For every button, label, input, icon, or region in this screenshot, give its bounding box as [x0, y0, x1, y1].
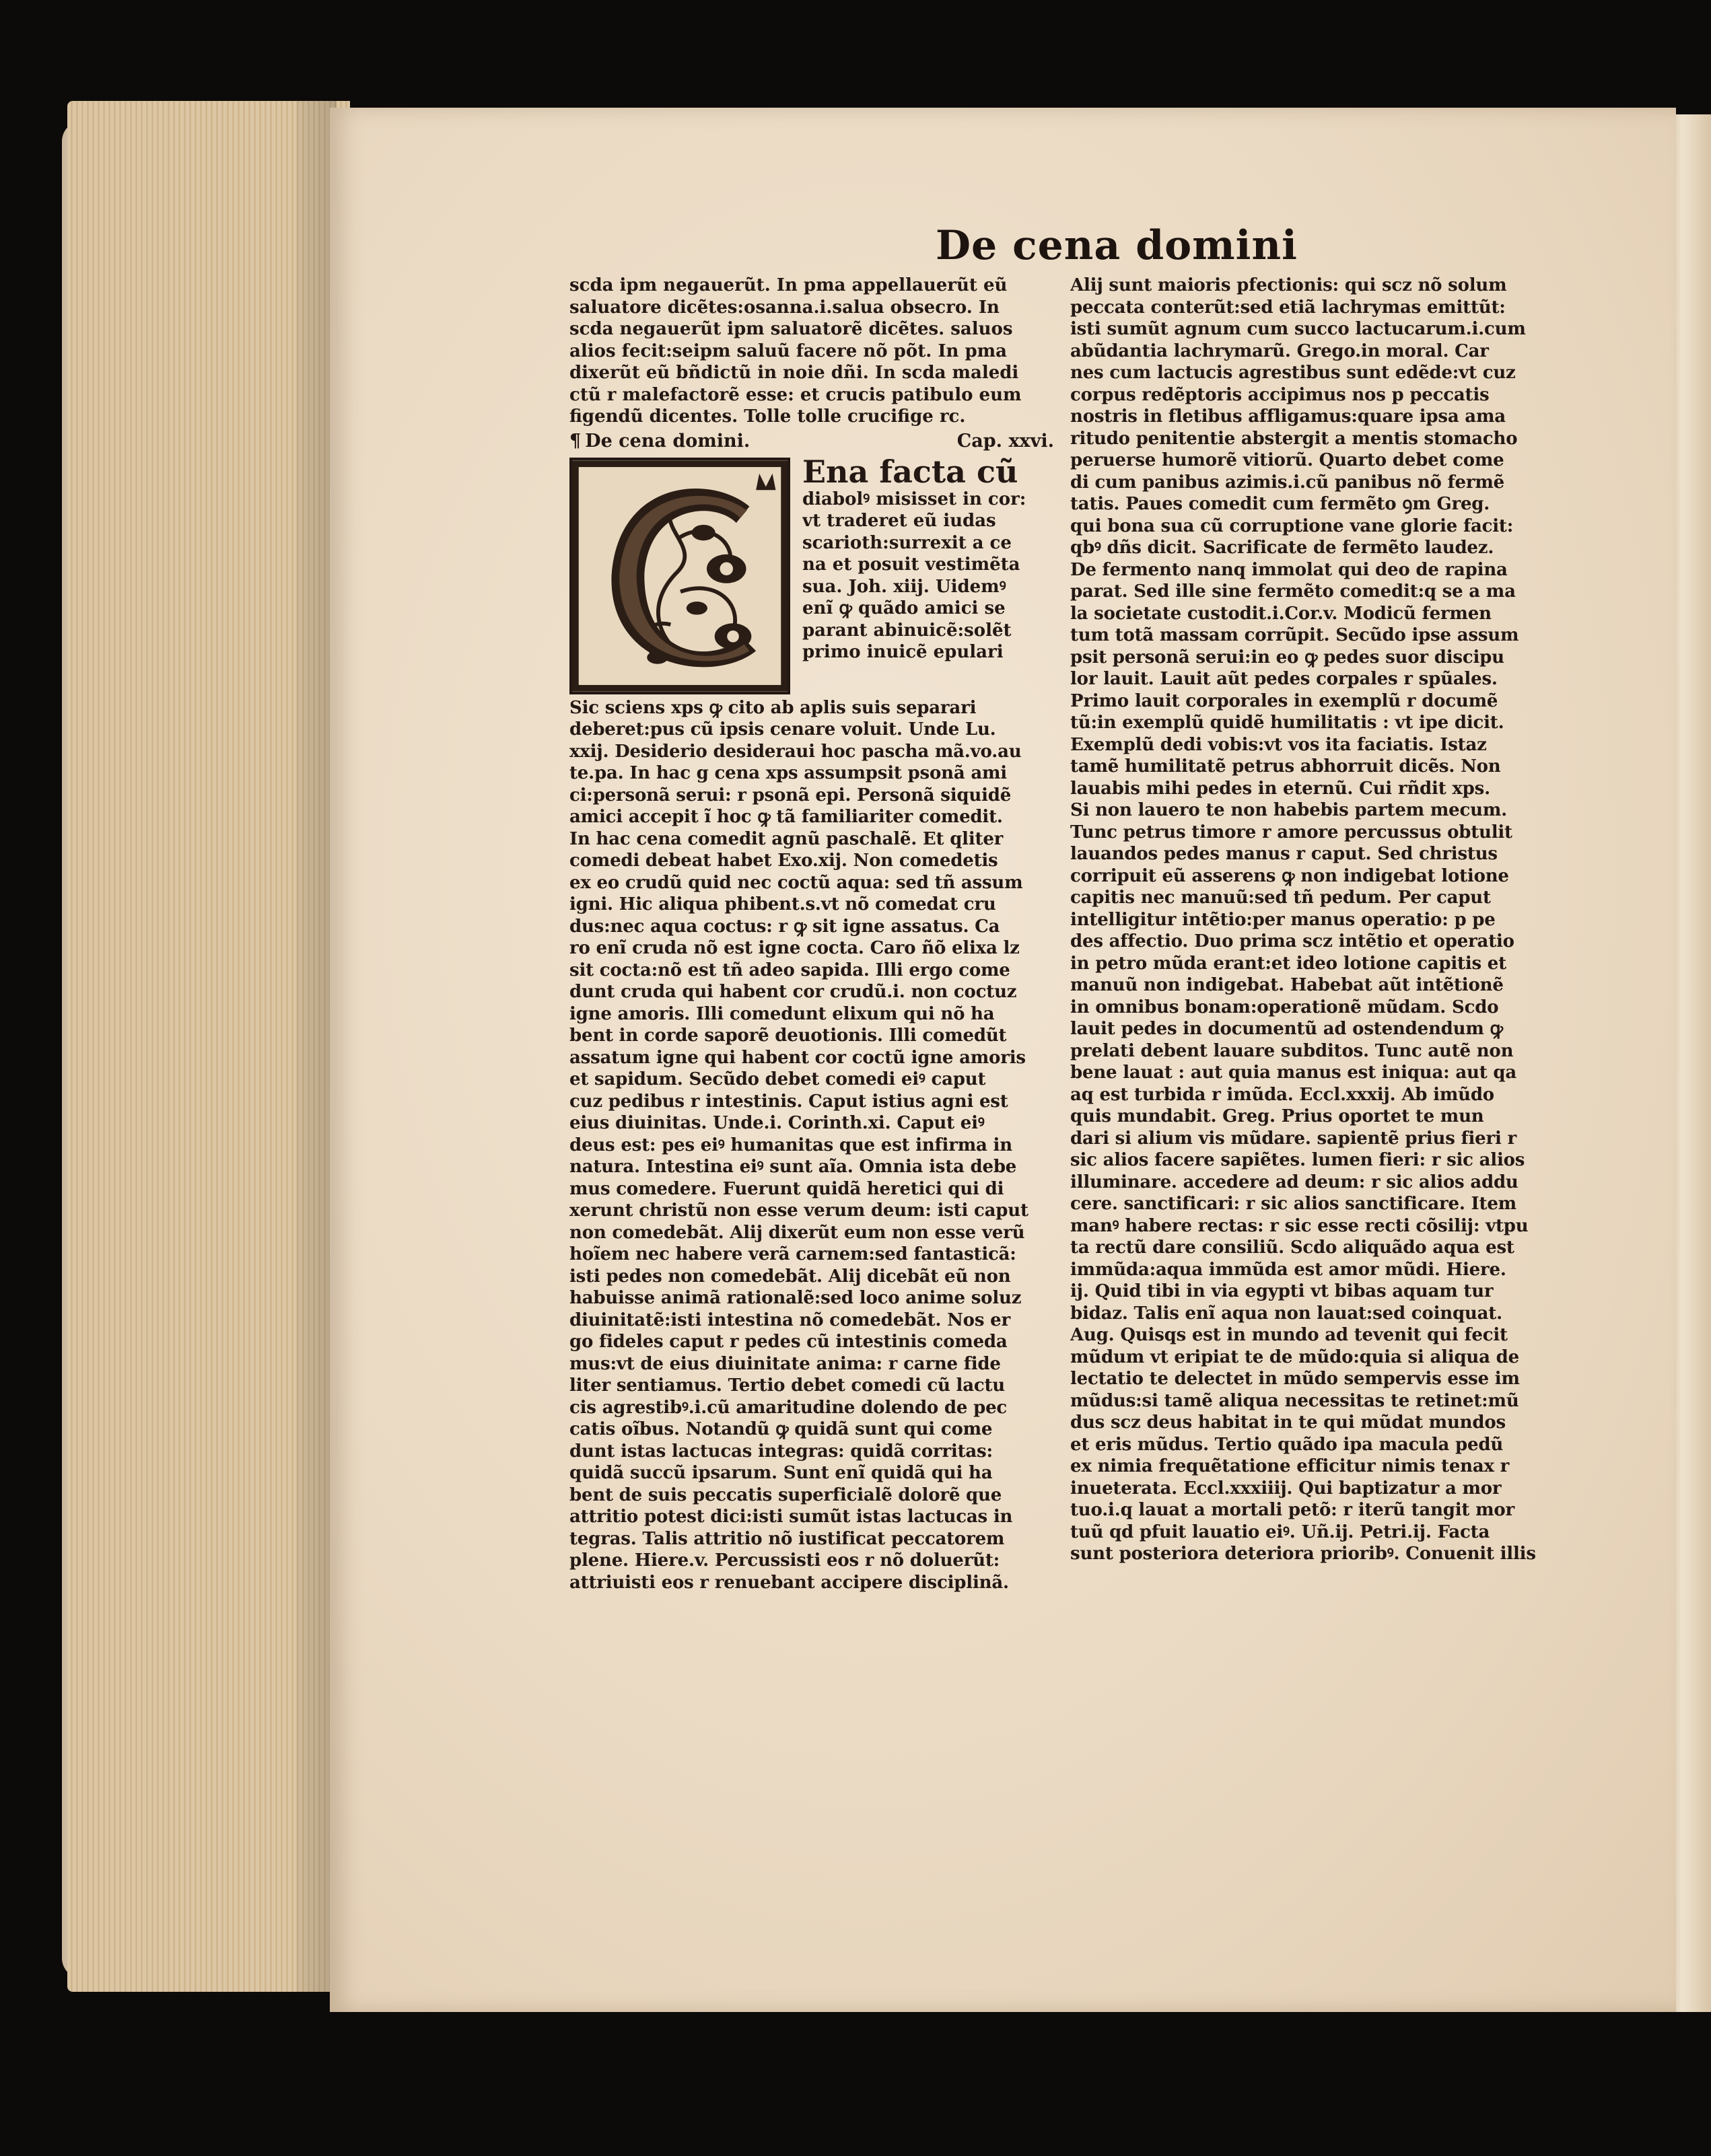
- text-line: ex eo crudũ quid nec coctũ aqua: sed tñ assum: [569, 872, 1023, 893]
- text-line: tamẽ humilitatẽ petrus abhorruit dicẽs. Non: [1070, 756, 1501, 777]
- text-line: diabolꝰ misisset in cor:: [802, 489, 1026, 509]
- text-line: dixerũt eũ bñdictũ in noie dñi. In scda maledi: [569, 363, 1019, 383]
- text-line: eius diuinitas. Unde.i. Corinth.xi. Caput eiꝰ: [569, 1113, 985, 1133]
- chapter-heading: [569, 428, 1054, 455]
- text-line: isti pedes non comedebãt. Alij dicebãt eũ non: [569, 1266, 1011, 1287]
- text-line: manꝰ habere rectas: r sic esse recti cõsilij: vtpu: [1070, 1215, 1529, 1236]
- text-line: lauit pedes in documentũ ad ostendendum ꝙ: [1070, 1019, 1503, 1039]
- running-head: De cena domini: [936, 222, 1298, 269]
- text-line: deberet:pus cũ ipsis cenare voluit. Unde Lu.: [569, 719, 996, 740]
- text-line: xxij. Desiderio desideraui hoc pascha mã.vo.au: [569, 741, 1022, 762]
- text-line: sit cocta:nõ est tñ adeo sapida. Illi ergo come: [569, 960, 1010, 980]
- text-line: habuisse animã rationalẽ:sed loco anime soluz: [569, 1288, 1022, 1308]
- text-line: Sic sciens xps ꝙ cito ab aplis suis separari: [569, 697, 977, 718]
- initial-block: [569, 455, 1054, 697]
- text-line: na et posuit vestimẽta: [802, 554, 1020, 575]
- text-line: ci:personã serui: r psonã epi. Personã siquidẽ: [569, 785, 1012, 805]
- text-line: parant abinuicẽ:solẽt: [802, 620, 1012, 641]
- pilcrow-icon: ¶: [569, 430, 582, 452]
- text-line: assatum igne qui habent cor coctũ igne amoris: [569, 1047, 1026, 1068]
- text-line: lauabis mihi pedes in eternũ. Cui rñdit xps.: [1070, 778, 1490, 799]
- text-line: tegras. Talis attritio nõ iustificat peccatorem: [569, 1528, 1005, 1549]
- text-line: isti sumũt agnum cum succo lactucarum.i.cum: [1070, 319, 1526, 339]
- text-line: peccata conterũt:sed etiã lachrymas emittũt:: [1070, 297, 1506, 318]
- text-line: natura. Intestina eiꝰ sunt aĩa. Omnia ista debe: [569, 1157, 1017, 1177]
- text-line: De fermento nanq immolat qui deo de rapina: [1070, 559, 1508, 580]
- text-line: cis agrestibꝰ.i.cũ amaritudine dolendo de pec: [569, 1397, 1008, 1418]
- right-column: [1070, 275, 1562, 1565]
- text-line: Aug. Quisqs est in mundo ad tevenit qui fecit: [1070, 1325, 1508, 1345]
- text-line: scda negauerũt ipm saluatorẽ dicẽtes. saluos: [569, 319, 1013, 339]
- text-line: diuinitatẽ:isti intestina nõ comedebãt. Nos er: [569, 1309, 1010, 1330]
- text-line: dari si alium vis mũdare. sapientẽ prius fieri r: [1070, 1128, 1517, 1149]
- text-line: ritudo penitentie abstergit a mentis stomacho: [1070, 428, 1518, 449]
- text-line: Primo lauit corporales in exemplũ r documẽ: [1070, 690, 1498, 711]
- text-line: go fideles caput r pedes cũ intestinis comeda: [569, 1332, 1008, 1352]
- text-line: plene. Hiere.v. Percussisti eos r nõ doluerũt:: [569, 1550, 1000, 1571]
- text-line: Alij sunt maioris pfectionis: qui scz nõ solum: [1070, 275, 1507, 295]
- text-line: comedi debeat habet Exo.xij. Non comedetis: [569, 851, 998, 871]
- text-line: sunt posteriora deteriora prioribꝰ. Conuenit illis: [1070, 1544, 1536, 1564]
- text-line: Si non lauero te non habebis partem mecum.: [1070, 800, 1507, 820]
- text-line: ij. Quid tibi in via egypti vt bibas aquam tur: [1070, 1281, 1494, 1301]
- text-line: dunt cruda qui habent cor crudũ.i. non coctuz: [569, 982, 1017, 1002]
- text-line: lauandos pedes manus r caput. Sed christus: [1070, 844, 1498, 864]
- text-line: in omnibus bonam:operationẽ mũdam. Scdo: [1070, 997, 1499, 1017]
- text-line: et sapidum. Secũdo debet comedi eiꝰ caput: [569, 1069, 986, 1089]
- text-line: ta rectũ dare consiliũ. Scdo aliquãdo aqua est: [1070, 1237, 1514, 1258]
- text-line: dunt istas lactucas integras: quidã corritas:: [569, 1441, 993, 1462]
- text-line: psit personã serui:in eo ꝙ pedes suor discipu: [1070, 647, 1504, 668]
- text-line: inueterata. Eccl.xxxiiij. Qui baptizatur a mor: [1070, 1478, 1502, 1499]
- text-line: tum totã massam corrũpit. Secũdo ipse assum: [1070, 625, 1519, 645]
- text-line: attriuisti eos r renuebant accipere disciplinã.: [569, 1572, 1009, 1593]
- text-line: enĩ ꝙ quãdo amici se: [802, 598, 1006, 618]
- text-line: attritio potest dici:isti sumũt istas lactucas in: [569, 1507, 1013, 1527]
- text-line: sic alios facere sapiẽtes. lumen fieri: r sic alios: [1070, 1150, 1525, 1170]
- text-line: dus scz deus habitat in te qui mũdat mundos: [1070, 1412, 1506, 1433]
- text-line: tatis. Paues comedit cum fermẽto ꝯm Greg.: [1070, 494, 1490, 514]
- text-line: saluatore dicẽtes:osanna.i.salua obsecro. In: [569, 297, 1000, 318]
- text-line: deus est: pes eiꝰ humanitas que est infirma in: [569, 1135, 1012, 1155]
- text-line: ex nimia frequẽtatione efficitur nimis tenax r: [1070, 1456, 1510, 1476]
- chapter-number: Cap. xxvi.: [956, 430, 1054, 452]
- text-line: amici accepit ĩ hoc ꝙ tã familiariter comedit.: [569, 807, 1003, 827]
- text-line: nes cum lactucis agrestibus sunt edẽde:vt cuz: [1070, 363, 1516, 383]
- text-line: qbꝰ dñs dicit. Sacrificate de fermẽto laudez.: [1070, 538, 1494, 558]
- text-line: tuo.i.q lauat a mortali petõ: r iterũ tangit mor: [1070, 1500, 1515, 1520]
- text-line: manuũ non indigebat. Habebat aũt intẽtionẽ: [1070, 975, 1504, 995]
- text-line: vt traderet eũ iudas: [802, 511, 996, 531]
- text-line: bent in corde saporẽ deuotionis. Illi comedũt: [569, 1026, 1007, 1046]
- text-line: aq est turbida r imũda. Eccl.xxxij. Ab imũdo: [1070, 1084, 1494, 1105]
- text-line: capitis nec manuũ:sed tñ pedum. Per caput: [1070, 888, 1491, 908]
- text-line: nostris in fletibus affligamus:quare ipsa ama: [1070, 406, 1506, 427]
- text-line: mus:vt de eius diuinitate anima: r carne fide: [569, 1353, 1001, 1374]
- text-line: figendũ dicentes. Tolle tolle crucifige rc.: [569, 406, 966, 427]
- text-line: lor lauit. Lauit aũt pedes corpales r spũales.: [1070, 669, 1498, 689]
- text-line: tũ:in exemplũ quidẽ humilitatis : vt ipe dicit.: [1070, 713, 1504, 733]
- decorated-initial-c-icon: [569, 458, 790, 694]
- text-line: parat. Sed ille sine fermẽto comedit:q se a ma: [1070, 581, 1516, 602]
- text-line: scarioth:surrexit a ce: [802, 532, 1012, 553]
- text-line: la societate custodit.i.Cor.v. Modicũ fermen: [1070, 603, 1492, 624]
- text-line: lectatio te delectet in mũdo sempervis esse im: [1070, 1369, 1520, 1389]
- text-line: cere. sanctificari: r sic alios sanctificare. Item: [1070, 1194, 1516, 1214]
- text-line: mũdus:si tamẽ aliqua necessitas te retinet:mũ: [1070, 1390, 1519, 1411]
- text-line: dus:nec aqua coctus: r ꝙ sit igne assatus. Ca: [569, 916, 1000, 937]
- text-line: hoĩem nec habere verã carnem:sed fantasticã:: [569, 1244, 1016, 1264]
- text-line: corripuit eũ asserens ꝙ non indigebat lotione: [1070, 865, 1509, 886]
- incipit: Ena facta cũ: [802, 453, 1018, 490]
- text-line: mus comedere. Fuerunt quidã heretici qui di: [569, 1178, 1004, 1199]
- text-line: mũdum vt eripiat te de mũdo:quia si aliqua de: [1070, 1346, 1519, 1367]
- text-line: corpus redẽptoris accipimus nos p peccatis: [1070, 384, 1490, 405]
- text-line: prelati debent lauare subditos. Tunc autẽ non: [1070, 1040, 1514, 1061]
- text-line: illuminare. accedere ad deum: r sic alios addu: [1070, 1172, 1518, 1192]
- text-line: di cum panibus azimis.i.cũ panibus nõ fermẽ: [1070, 472, 1505, 493]
- text-line: peruerse humorẽ vitiorũ. Quarto debet come: [1070, 450, 1504, 470]
- text-line: alios fecit:seipm saluũ facere nõ põt. In pma: [569, 340, 1007, 361]
- text-line: quis mundabit. Greg. Prius oportet te mun: [1070, 1106, 1484, 1126]
- text-line: ro enĩ cruda nõ est igne cocta. Caro ñõ elixa lz: [569, 938, 1020, 958]
- left-column: [569, 275, 1054, 1593]
- text-line: quidã succũ ipsarum. Sunt enĩ quidã qui ha: [569, 1463, 993, 1483]
- text-line: abũdantia lachrymarũ. Grego.in moral. Car: [1070, 340, 1489, 361]
- text-line: Exemplũ dedi vobis:vt vos ita faciatis. Istaz: [1070, 734, 1487, 755]
- text-line: Tunc petrus timore r amore percussus obtulit: [1070, 822, 1512, 842]
- text-beside-initial: [802, 455, 1054, 663]
- text-line: tuũ qd pfuit lauatio eiꝰ. Uñ.ij. Petri.ij. Facta: [1070, 1521, 1490, 1542]
- text-line: scda ipm negauerũt. In pma appellauerũt eũ: [569, 275, 1008, 295]
- text-line: primo inuicẽ epulari: [802, 642, 1004, 662]
- text-line: non comedebãt. Alij dixerũt eum non esse verũ: [569, 1222, 1025, 1243]
- text-line: qui bona sua cũ corruptione vane glorie facit:: [1070, 515, 1514, 536]
- text-line: igni. Hic aliqua phibent.s.vt nõ comedat cru: [569, 894, 996, 914]
- text-line: sua. Joh. xiij. Uidemꝰ: [802, 576, 1006, 597]
- text-line: in petro mũda erant:et ideo lotione capitis et: [1070, 953, 1506, 974]
- text-line: bent de suis peccatis superficialẽ dolorẽ que: [569, 1484, 1002, 1505]
- text-line: xerunt christũ non esse verum deum: isti caput: [569, 1200, 1028, 1221]
- text-line: liter sentiamus. Tertio debet comedi cũ lactu: [569, 1375, 1006, 1396]
- chapter-title: De cena domini.: [585, 430, 750, 452]
- text-line: In hac cena comedit agnũ paschalẽ. Et qliter: [569, 828, 1004, 849]
- text-line: immũda:aqua immũda est amor mũdi. Hiere.: [1070, 1259, 1506, 1280]
- text-line: catis oĩbus. Notandũ ꝙ quidã sunt qui come: [569, 1419, 993, 1439]
- text-line: cuz pedibus r intestinis. Caput istius agni est: [569, 1091, 1008, 1112]
- text-line: intelligitur intẽtio:per manus operatio: p pe: [1070, 909, 1496, 930]
- text-line: bidaz. Talis enĩ aqua non lauat:sed coinquat.: [1070, 1303, 1502, 1324]
- text-line: te.pa. In hac g cena xps assumpsit psonã ami: [569, 763, 1007, 783]
- text-line: des affectio. Duo prima scz intẽtio et operatio: [1070, 931, 1514, 951]
- text-line: igne amoris. Illi comedunt elixum qui nõ ha: [569, 1003, 995, 1024]
- text-line: et eris mũdus. Tertio quãdo ipa macula pedũ: [1070, 1434, 1504, 1455]
- text-line: bene lauat : aut quia manus est iniqua: aut qa: [1070, 1063, 1517, 1083]
- text-line: ctũ r malefactorẽ esse: et crucis patibulo eum: [569, 384, 1022, 405]
